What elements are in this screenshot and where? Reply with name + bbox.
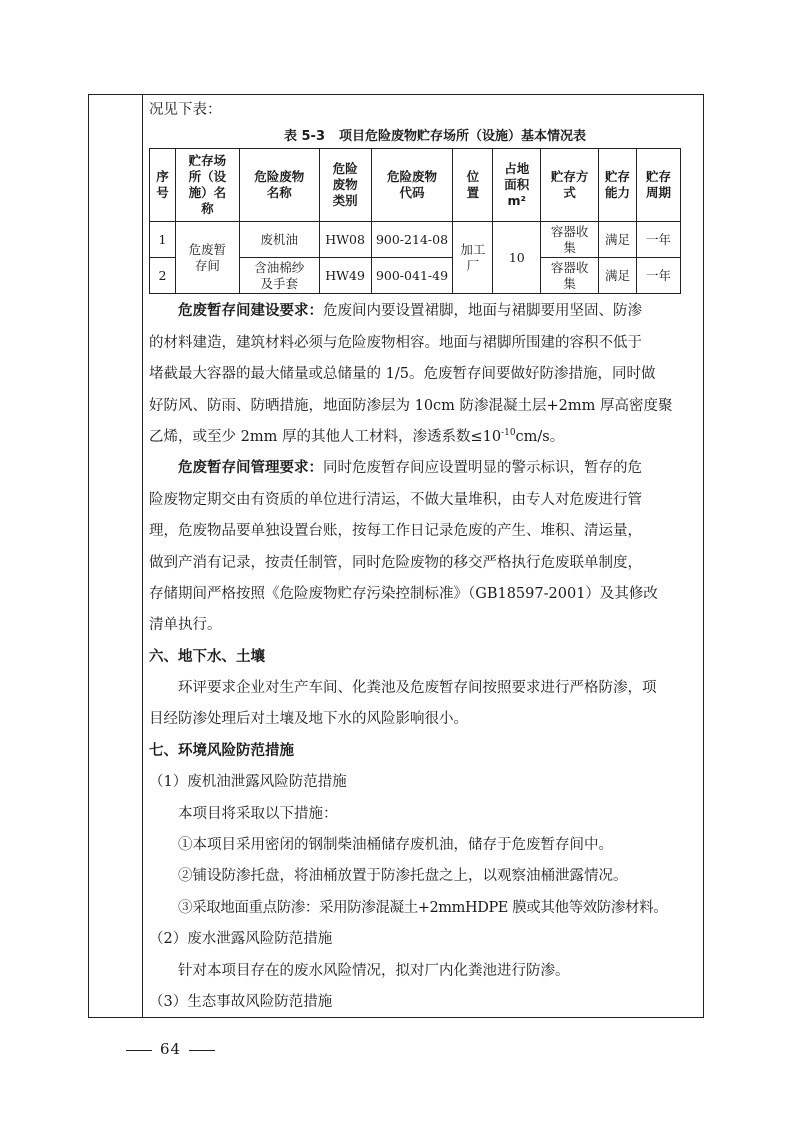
- table-header-row: [150, 149, 681, 222]
- cell-capacity: 满足: [599, 258, 637, 294]
- page-frame: [88, 94, 704, 1018]
- header-method: 贮存方 式: [541, 149, 599, 222]
- table-caption-number: 表 5-3: [283, 129, 325, 145]
- header-area: 占地 面积 m²: [493, 149, 541, 222]
- manage-requirements-label: 危废暂存间管理要求：: [178, 460, 323, 477]
- cell-code: 900-041-49: [371, 258, 453, 294]
- measure-1: ①本项目采用密闭的钢制柴油桶储存废机油，储存于危废暂存间中。: [178, 837, 613, 854]
- section-6-title: 六、地下水、土壤: [149, 648, 265, 665]
- header-seq: 序 号: [150, 149, 176, 222]
- content-area: 况见下表： 表 5-3 项目危险废物贮存场所（设施）基本情况表 序 号 贮存场 所（设 施）名 称 危险废物 名称 危险 废物 类别 危险废物 代码 位 置 占地 面积 m² 贮存方 式 贮存 能力 贮存 周期 1 危废暂 存间 废机油 HW08 900-214-08 加工 厂 10 容器收 集 满足 一年 2 含油棉纱 及手套 HW49 900-041-49 容器收 集 满足 一年 危废暂存间建设要求：危废间内要设置裙脚，地面与裙脚要用坚固、防渗 的材料建造，建筑材料必须与危险废物相容。地面与裙脚所围建的容积不低于 堵截最大容器的最大储量或总储量的 1/5。危废暂存间要做好防渗措施，同时做 好防风、防雨、防晒措施，地面防渗层为 10cm 防渗混凝土层+2mm 厚高密度聚 乙烯，或至少 2mm 厚的其他人工材料，渗透系数$\le 10^{-10}cm/s$。 危废暂存间管理要求：同时危废暂存间应设置明显的警示标识，暂存的危 险废物定期交由有资质的单位进行清运，不做大量堆积，由专人对危废进行管 理，危废物品要单独设置台账，按每工作日记录危废的产生、堆积、清运量， 做到产消有记录，按责任制管，同时危险废物的移交严格执行危废联单制度， 存储期间严格按照《危险废物贮存污染控制标准》（GB18597-2001）及其修改 清单执行。 六、地下水、土壤 环评要求企业对生产车间、化粪池及危废暂存间按照要求进行严格防渗，项 目经防渗处理后对土壤及地下水的风险影响很小。 七、环境风险防范措施 （1）废机油泄露风险防范措施 本项目将采取以下措施： ①本项目采用密闭的钢制柴油桶储存废机油，储存于危废暂存间中。 ②铺设防渗托盘，将油桶放置于防渗托盘之上，以观察油桶泄露情况。 ③采取地面重点防渗：采用防渗混凝土+2mmHDPE 膜或其他等效防渗材料。 （2）废水泄露风险防范措施 针对本项目存在的废水风险情况，拟对厂内化粪池进行防渗。 （3）生态事故风险防范措施: [149, 95, 699, 1018]
- intro-line: 况见下表：: [149, 102, 222, 118]
- page-number: 64: [118, 1040, 223, 1058]
- build-requirements-label: 危废暂存间建设要求：: [178, 303, 323, 320]
- header-waste-code: 危险废物 代码: [371, 149, 453, 222]
- cell-area: 10: [493, 222, 541, 294]
- cell-category: HW08: [319, 222, 371, 258]
- subsection-2-title: （2）废水泄露风险防范措施: [149, 931, 333, 948]
- table-caption: [149, 126, 699, 148]
- cell-seq: 2: [150, 258, 176, 294]
- cell-location: 加工 厂: [453, 222, 493, 294]
- header-period: 贮存 周期: [637, 149, 681, 222]
- section-6-text: 环评要求企业对生产车间、化粪池及危废暂存间按照要求进行严格防渗，项: [178, 680, 657, 697]
- left-column: [89, 95, 143, 1017]
- cell-waste-name: 含油棉纱 及手套: [239, 258, 319, 294]
- cell-method: 容器收 集: [541, 258, 599, 294]
- header-waste-name: 危险废物 名称: [239, 149, 319, 222]
- manage-requirements-paragraph: 危废暂存间管理要求：同时危废暂存间应设置明显的警示标识，暂存的危 险废物定期交由有资质的单位进行清运，不做大量堆积，由专人对危废进行管 理，危废物品要单独设置台账，按每工作日记录危废的产生、堆积、清运量， 做到产消有记录，按责任制管，同时危险废物的移交严格执行危废联单制度， 存储期间严格按照《危险废物贮存污染控制标准》（GB18597-2001）及其修改 清单执行。: [149, 460, 658, 634]
- cell-seq: 1: [150, 222, 176, 258]
- table-caption-title: 项目危险废物贮存场所（设施）基本情况表: [339, 129, 587, 145]
- cell-period: 一年: [637, 222, 681, 258]
- cell-waste-name: 废机油: [239, 222, 319, 258]
- subsection-1-title: （1）废机油泄露风险防范措施: [149, 774, 347, 791]
- cell-period: 一年: [637, 258, 681, 294]
- measure-2: ②铺设防渗托盘，将油桶放置于防渗托盘之上，以观察油桶泄露情况。: [178, 868, 628, 885]
- subsection-3-title: （3）生态事故风险防范措施: [149, 993, 333, 1010]
- cell-method: 容器收 集: [541, 222, 599, 258]
- header-waste-category: 危险 废物 类别: [319, 149, 371, 222]
- hazardous-waste-table: [149, 148, 681, 294]
- header-capacity: 贮存 能力: [599, 149, 637, 222]
- cell-category: HW49: [319, 258, 371, 294]
- build-requirements-paragraph: 危废暂存间建设要求：危废间内要设置裙脚，地面与裙脚要用坚固、防渗 的材料建造，建筑材料必须与危险废物相容。地面与裙脚所围建的容积不低于 堵截最大容器的最大储量或总储量的 1/5。危废暂存间要做好防渗措施，同时做 好防风、防雨、防晒措施，地面防渗层为 10cm 防渗混凝土层+2mm 厚高密度聚 乙烯，或至少 2mm 厚的其他人工材料，渗透系数$\le 10^{-10}cm/s$。: [149, 303, 673, 445]
- header-site: 贮存场 所（设 施）名 称: [175, 149, 239, 222]
- cell-code: 900-214-08: [371, 222, 453, 258]
- cell-capacity: 满足: [599, 222, 637, 258]
- measure-3: ③采取地面重点防渗：采用防渗混凝土+2mmHDPE 膜或其他等效防渗材料。: [178, 899, 668, 916]
- cell-site-name: 危废暂 存间: [175, 222, 239, 294]
- header-location: 位 置: [453, 149, 493, 222]
- table-row: [150, 222, 681, 258]
- section-7-title: 七、环境风险防范措施: [149, 742, 294, 759]
